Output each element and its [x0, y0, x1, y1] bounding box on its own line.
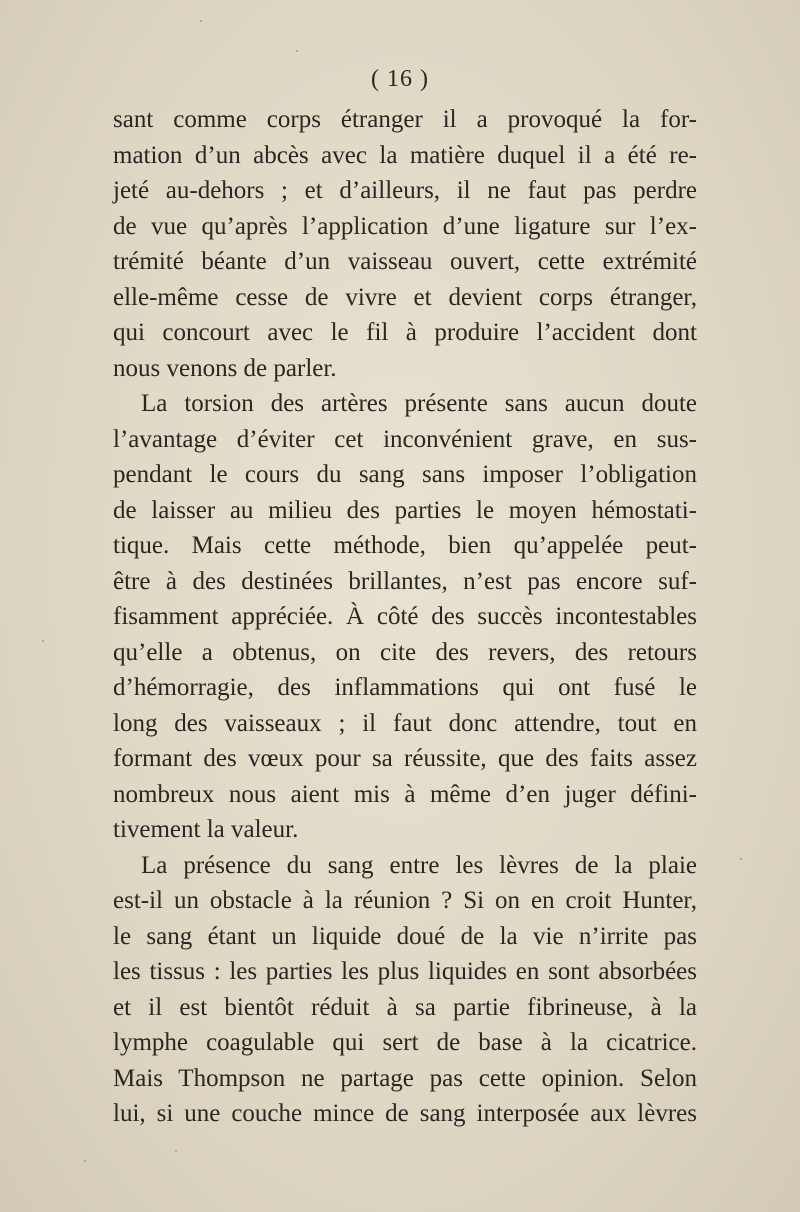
text-line: tique. Mais cette méthode, bien qu’appelée peut-	[113, 532, 697, 559]
text-line: tivement la valeur.	[113, 816, 299, 843]
text-line: elle-même cesse de vivre et devient corps étranger,	[113, 283, 697, 311]
paper-speck	[84, 1160, 86, 1162]
text-line: qu’elle a obtenus, on cite des revers, des retours	[113, 638, 697, 666]
text-line: trémité béante d’un vaisseau ouvert, cette extrémité	[113, 248, 697, 275]
text-line: nombreux nous aient mis à même d’en juger défini-	[113, 780, 697, 808]
text-line: mation d’un abcès avec la matière duquel il a été re-	[113, 141, 697, 169]
text-line: les tissus : les parties les plus liquides en sont absorbées	[113, 958, 697, 985]
text-line: nous venons de parler.	[113, 354, 337, 382]
text-line: formant des vœux pour sa réussite, que des faits assez	[113, 745, 697, 772]
text-line: qui concourt avec le fil à produire l’accident dont	[113, 319, 697, 346]
paragraph-start: La torsion des artères présente sans aucun doute	[141, 390, 697, 417]
text-line: Mais Thompson ne partage pas cette opinion. Selon	[113, 1064, 697, 1092]
text-line: être à des destinées brillantes, n’est pas encore suf-	[113, 567, 697, 595]
paper-speck	[296, 50, 298, 52]
text-line: de laisser au milieu des parties le moyen hémostati-	[113, 496, 697, 524]
paper-speck	[175, 1150, 177, 1152]
text-line: de vue qu’après l’application d’une ligature sur l’ex-	[113, 212, 697, 240]
text-line: long des vaisseaux ; il faut donc attendre, tout en	[113, 709, 697, 737]
page-number: ( 16 )	[371, 66, 429, 92]
paragraph-start: La présence du sang entre les lèvres de la plaie	[141, 851, 697, 879]
body-text	[113, 102, 697, 1132]
text-line: l’avantage d’éviter cet inconvénient grave, en sus-	[113, 425, 697, 453]
text-line: est-il un obstacle à la réunion ? Si on en croit Hunter,	[113, 887, 697, 914]
text-line: le sang étant un liquide doué de la vie n’irrite pas	[113, 922, 697, 950]
text-line: et il est bientôt réduit à sa partie fibrineuse, à la	[113, 993, 697, 1021]
text-line: lui, si une couche mince de sang interposée aux lèvres	[113, 1100, 697, 1127]
paper-speck	[200, 20, 202, 22]
text-line: fisamment appréciée. À côté des succès incontestables	[113, 603, 697, 630]
paper-speck	[740, 858, 742, 860]
text-line: jeté au-dehors ; et d’ailleurs, il ne faut pas perdre	[113, 177, 697, 204]
text-line: lymphe coagulable qui sert de base à la cicatrice.	[113, 1029, 697, 1056]
text-line: sant comme corps étranger il a provoqué la for-	[113, 106, 697, 133]
text-line: d’hémorragie, des inflammations qui ont fusé le	[113, 674, 697, 701]
text-line: pendant le cours du sang sans imposer l’obligation	[113, 461, 697, 488]
paper-speck	[42, 640, 44, 642]
